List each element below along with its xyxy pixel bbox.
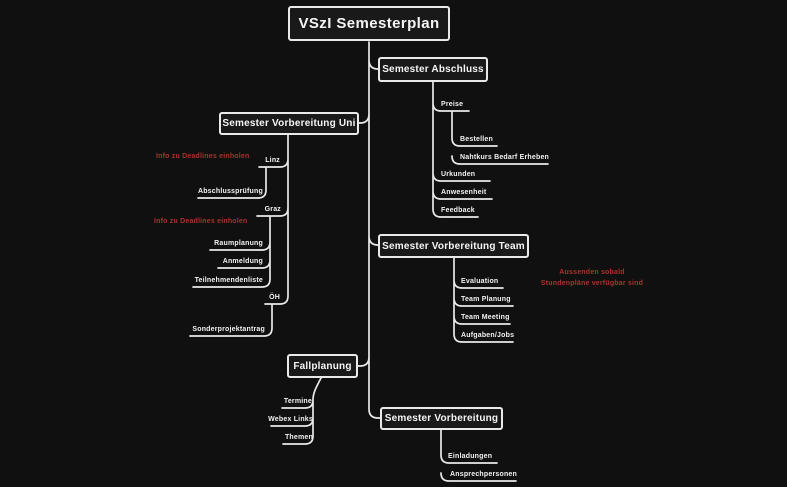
node-graz[interactable]: Graz: [264, 206, 281, 213]
node-semester-abschluss[interactable]: Semester Abschluss: [378, 57, 488, 82]
node-webex-links[interactable]: Webex Links: [268, 416, 313, 423]
node-aufgaben-jobs[interactable]: Aufgaben/Jobs: [461, 332, 515, 339]
node-nahtkurs-bedarf-erheben[interactable]: Nahtkurs Bedarf Erheben: [460, 154, 550, 161]
node-ansprechpersonen[interactable]: Ansprechpersonen: [450, 471, 517, 478]
annotation-deadlines-graz[interactable]: Info zu Deadlines einholen: [154, 218, 248, 225]
annotation-deadlines-linz[interactable]: Info zu Deadlines einholen: [156, 153, 250, 160]
node-urkunden[interactable]: Urkunden: [441, 171, 476, 178]
node-semester-vorbereitung-uni[interactable]: Semester Vorbereitung Uni: [219, 112, 359, 135]
node-bestellen[interactable]: Bestellen: [460, 136, 493, 143]
node-themen[interactable]: Themen: [284, 434, 313, 441]
node-oeh[interactable]: ÖH: [269, 294, 280, 301]
node-preise[interactable]: Preise: [441, 101, 464, 108]
node-evaluation[interactable]: Evaluation: [461, 278, 499, 285]
node-anwesenheit[interactable]: Anwesenheit: [441, 189, 487, 196]
node-termine[interactable]: Termine: [283, 398, 312, 405]
node-einladungen[interactable]: Einladungen: [448, 453, 493, 460]
node-semester-vorbereitung-team[interactable]: Semester Vorbereitung Team: [378, 234, 529, 258]
node-feedback[interactable]: Feedback: [441, 207, 475, 214]
node-semester-vorbereitung[interactable]: Semester Vorbereitung: [380, 407, 503, 430]
node-abschlusspruefung[interactable]: Abschlussprüfung: [197, 188, 263, 195]
node-raumplanung[interactable]: Raumplanung: [214, 240, 263, 247]
node-root[interactable]: VSzI Semesterplan: [288, 6, 450, 41]
node-fallplanung[interactable]: Fallplanung: [287, 354, 358, 378]
annotation-aussenden-stundenplaene[interactable]: Aussenden sobald Stundenpläne verfügbar sind: [540, 269, 644, 287]
node-anmeldung[interactable]: Anmeldung: [222, 258, 263, 265]
node-teilnehmendenliste[interactable]: Teilnehmendenliste: [194, 277, 263, 284]
node-linz[interactable]: Linz: [265, 157, 280, 164]
node-team-meeting[interactable]: Team Meeting: [461, 314, 510, 321]
node-sonderprojektantrag[interactable]: Sonderprojektantrag: [192, 326, 265, 333]
node-team-planung[interactable]: Team Planung: [461, 296, 511, 303]
main-trunk-connectors: [358, 42, 380, 418]
